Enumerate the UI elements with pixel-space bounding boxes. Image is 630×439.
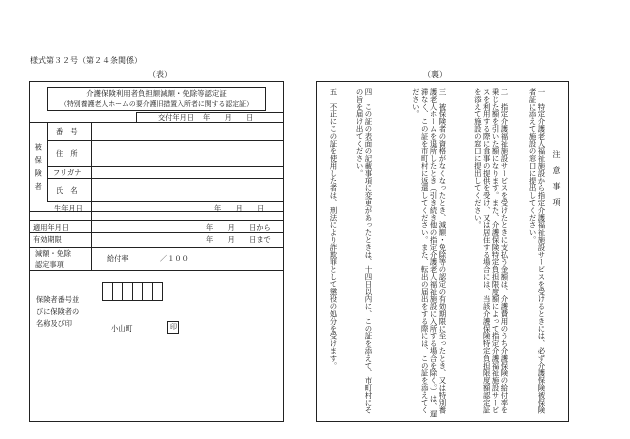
issue-date-value: 年 月 日 <box>203 113 254 122</box>
grid-line <box>29 122 284 123</box>
insurer-label: 名称及び印 <box>36 319 72 328</box>
grid-line <box>47 122 48 201</box>
insurer-label: 保険者番号並 <box>36 295 80 304</box>
name-label: 氏 名 <box>56 186 78 195</box>
notes-title: 注意事項 <box>552 150 561 214</box>
furigana-label: フリガナ <box>53 168 82 177</box>
seal-mark: 印 <box>170 323 177 331</box>
grid-line <box>29 220 284 221</box>
grid-line <box>47 166 284 167</box>
note-item: 二 指定介護福祉施設サービスを受けたときに支払う金額は、介護費用のうち介護保険の給付率を乗じた額を引いた額になります。また、介護保険特定負担限度額によって指定介護福祉施設サービスを利用する際に食事の提供を受け、又は居住する場合には、当該介護保険特定負担限度額認定証を添えて施設の窓口に提出してください。 <box>473 88 509 414</box>
valid-until-value: 年 月 日まで <box>206 235 271 244</box>
back-side-label: （裏） <box>423 70 447 79</box>
valid-until-label: 有効期限 <box>33 235 62 244</box>
grid-line <box>29 247 284 248</box>
birthdate-label: 生年月日 <box>54 204 83 213</box>
note-item: 三 被保険者の資格がなくなったとき、減額・免除等の認定の有効期限に至ったとき、又は特別養護老人ホームを退所したとき（引き続き他の指定介護老人福祉施設に入所する場合を除く。）は、遅滞なく、この証を市町村に返還してください。また、転出の届出をする際には、この証を添えてください。 <box>411 88 447 418</box>
grid-line <box>29 232 284 233</box>
form-number: 様式第３２号（第２４条関係） <box>30 56 142 65</box>
note-item: 四 この証の表面の記載事項に変更があったときは、十四日以内に、この証を添えて、市町村にその旨を届け出てください。 <box>355 88 373 414</box>
apply-date-value: 年 月 日から <box>206 223 271 232</box>
insurer-label: びに保険者の <box>36 307 80 316</box>
insurer-name: 小山町 <box>111 324 133 333</box>
number-label: 番 号 <box>56 127 78 136</box>
grid-line <box>91 122 92 270</box>
front-side-label: （表） <box>148 70 172 79</box>
grid-line <box>47 201 284 202</box>
grid-line <box>29 270 284 271</box>
note-item: 一 特定介護老人福祉施設から指定介護福祉施設サービスを受けるときには、必ず介護保険被保険者証に添えて施設の窓口に提出してください。 <box>528 88 546 414</box>
certificate-subtitle: （特別養護老人ホームの要介護旧措置入所者に関する認定証） <box>60 100 253 108</box>
grid-line <box>47 140 284 141</box>
reduction-label: 減額・免除 <box>35 249 71 258</box>
issue-date-label: 交付年月日 <box>158 113 194 122</box>
benefit-rate-value: ／１００ <box>160 254 189 263</box>
grid-line <box>47 178 284 179</box>
note-item: 五 不正にこの証を使用した者は、刑法により詐欺罪として懲役の処分を受けます。 <box>329 88 338 370</box>
benefit-rate-label: 給付率 <box>107 254 129 263</box>
birthdate-value: 年 月 日 <box>214 204 265 213</box>
address-label: 住 所 <box>56 149 78 158</box>
apply-date-label: 適用年月日 <box>33 223 69 232</box>
certificate-title: 介護保険利用者負担額減額・免除等認定証 <box>86 89 227 98</box>
insurer-number-box <box>152 282 163 301</box>
reduction-label: 認定事項 <box>35 260 64 269</box>
insured-group-label: 被保険者 <box>34 143 44 196</box>
